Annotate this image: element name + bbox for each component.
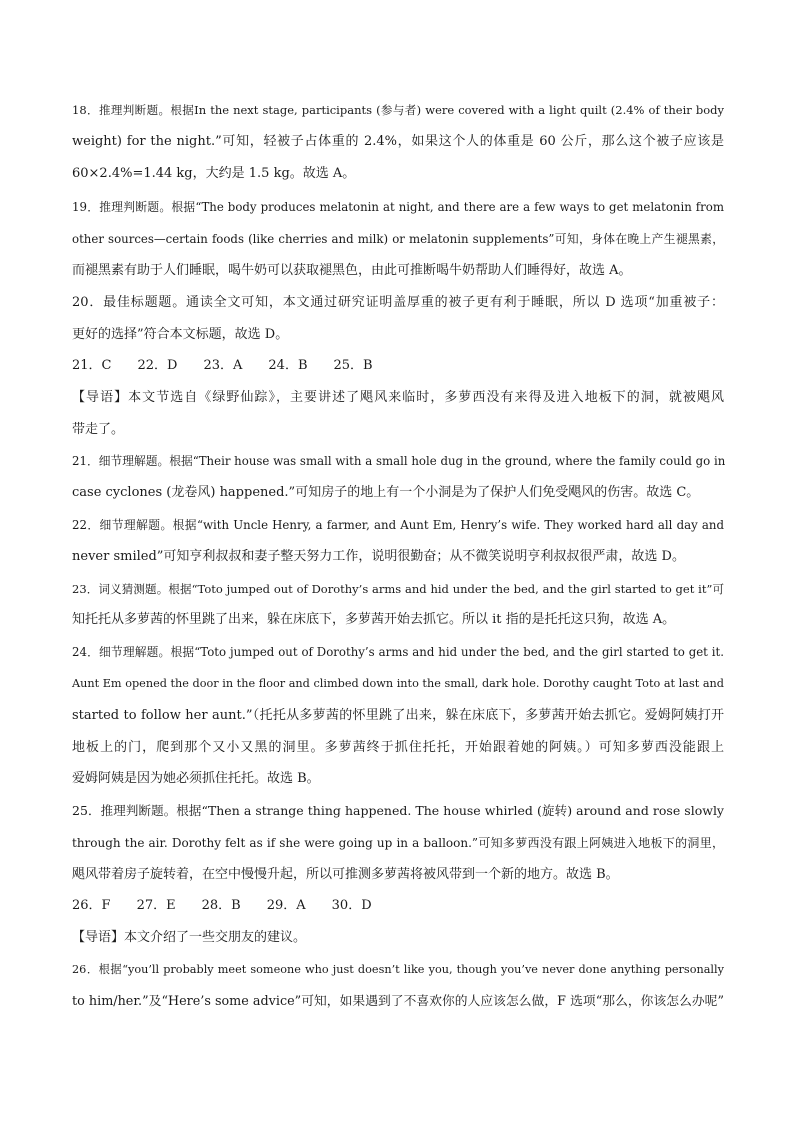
text-line: weight) for the night.”可知，轻被子占体重的 2.4%，如果这个人的体重是 60 公斤，那么这个被子应该是 <box>72 134 724 149</box>
answer-item: 28．B <box>201 898 241 913</box>
answer-key-21-25 <box>72 356 724 376</box>
text-line: Aunt Em opened the door in the floor and climbed down into the small, dark hole. Dorothy caught Toto at last and <box>72 677 724 690</box>
text-line: 【导语】本文介绍了一些交朋友的建议。 <box>72 930 307 945</box>
text-line: 22．细节理解题。根据“with Uncle Henry, a farmer, and Aunt Em, Henry’s wife. They worked hard all day and <box>72 518 724 532</box>
answer-item: 26．F <box>72 898 111 913</box>
answer-item: 27．E <box>136 898 176 913</box>
text-line: 飓风带着房子旋转着，在空中慢慢升起，所以可推测多萝茜将被风带到一个新的地方。故选 B。 <box>72 867 619 882</box>
answer-item: 23．A <box>203 358 243 373</box>
text-line: 爱姆阿姨是因为她必须抓住托托。故选 B。 <box>72 771 320 786</box>
text-line: 【导语】本文节选自《绿野仙踪》，主要讲述了飓风来临时，多萝西没有来得及进入地板下的洞，就被飓风 <box>72 390 724 405</box>
text-line: started to follow her aunt.”（托托从多萝茜的怀里跳了出来，躲在床底下，多萝茜开始去抓它。爱姆阿姨打开 <box>72 708 724 723</box>
text-line: other sources—certain foods (like cherries and milk) or melatonin supplements”可知，身体在晚上产生褪黑素， <box>72 232 724 246</box>
text-line: 地板上的门，爬到那个又小又黑的洞里。多萝茜终于抓住托托，开始跟着她的阿姨。）可知多萝西没能跟上 <box>72 740 724 755</box>
text-line: 19．推理判断题。根据“The body produces melatonin at night, and there are a few ways to get melatonin from <box>72 200 724 214</box>
answer-item: 29．A <box>266 898 306 913</box>
text-line: through the air. Dorothy felt as if she were going up in a balloon.”可知多萝西没有跟上阿姨进入地板下的洞里， <box>72 836 724 850</box>
answer-item: 24．B <box>268 358 308 373</box>
answer-key-26-30 <box>72 896 724 916</box>
answer-item: 30．D <box>331 898 372 913</box>
text-line: to him/her.”及“Here’s some advice”可知，如果遇到了不喜欢你的人应该怎么做，F 选项“那么，你该怎么办呢” <box>72 994 724 1009</box>
text-line: 20．最佳标题题。通读全文可知，本文通过研究证明盖厚重的被子更有利于睡眠，所以 D 选项“加重被子： <box>72 295 724 310</box>
text-line: case cyclones (龙卷风) happened.”可知房子的地上有一个小洞是为了保护人们免受飓风的伤害。故选 C。 <box>72 485 700 500</box>
text-line: 60×2.4%=1.44 kg，大约是 1.5 kg。故选 A。 <box>72 166 356 181</box>
text-line: never smiled”可知亨利叔叔和妻子整天努力工作，说明很勤奋；从不微笑说明亨利叔叔很严肃，故选 D。 <box>72 549 685 564</box>
answer-item: 22．D <box>137 358 178 373</box>
text-line: 25．推理判断题。根据“Then a strange thing happened. The house whirled (旋转) around and rose slowly <box>72 803 724 818</box>
text-line: 26．根据“you’ll probably meet someone who just doesn’t like you, though you’ve never done anything personally <box>72 963 724 976</box>
answer-item: 25．B <box>333 358 373 373</box>
text-line: 更好的选择”符合本文标题，故选 D。 <box>72 327 289 342</box>
text-line: 知托托从多萝茜的怀里跳了出来，躲在床底下，多萝茜开始去抓它。所以 it 指的是托托这只狗，故选 A。 <box>72 612 676 627</box>
text-line: 23．词义猜测题。根据“Toto jumped out of Dorothy’s arms and hid under the bed, and the girl started to get it”可 <box>72 582 724 596</box>
text-line: 21．细节理解题。根据“Their house was small with a small hole dug in the ground, where the family could go in <box>72 454 726 468</box>
answer-item: 21．C <box>72 358 112 373</box>
text-line: 带走了。 <box>72 422 125 437</box>
text-line: 18．推理判断题。根据In the next stage, participants (参与者) were covered with a light quilt (2.4% of their body <box>72 103 724 117</box>
text-line: 而褪黑素有助于人们睡眠，喝牛奶可以获取褪黑色，由此可推断喝牛奶帮助人们睡得好，故选 A。 <box>72 263 632 278</box>
text-line: 24．细节理解题。根据“Toto jumped out of Dorothy’s arms and hid under the bed, and the girl started to get it. <box>72 645 724 659</box>
